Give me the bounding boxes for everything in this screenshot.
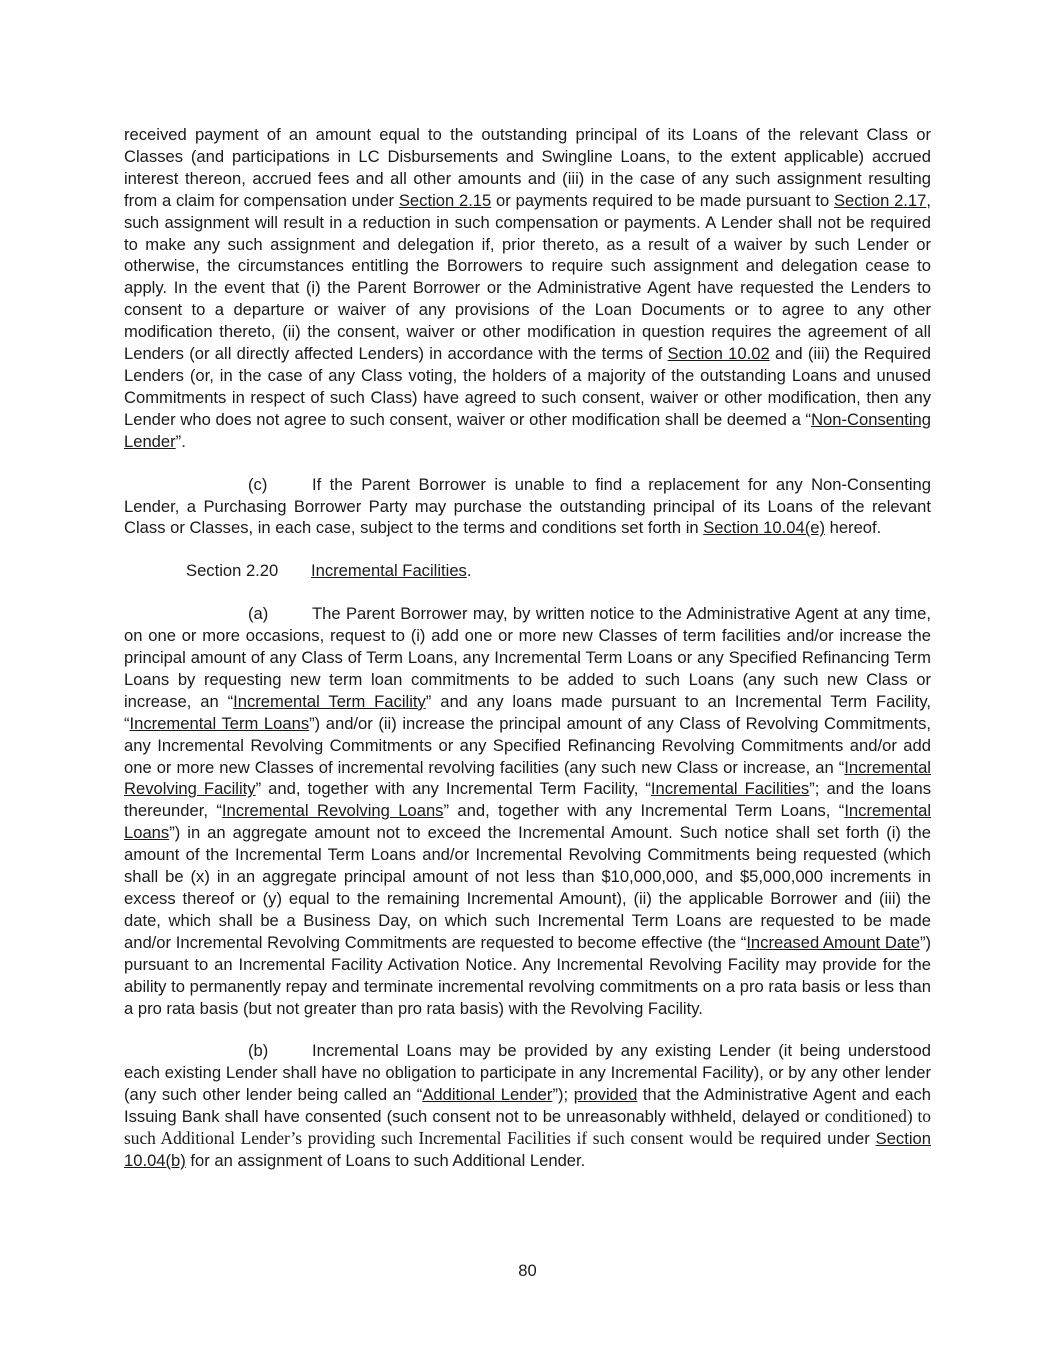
defined-term: Incremental Facilities	[650, 779, 810, 799]
defined-term: provided	[573, 1085, 638, 1105]
section-reference: Section 10.04(b)	[124, 1129, 931, 1170]
page-number: 80	[518, 1261, 537, 1280]
defined-term: Non-Consenting Lender	[124, 409, 931, 451]
section-reference: Section 10.02	[667, 344, 770, 364]
clause-label: (b)	[248, 1041, 269, 1061]
section-heading: Section 2.20 Incremental Facilities.	[186, 561, 472, 581]
clause-label: (a)	[248, 604, 269, 624]
section-number: Section 2.20	[186, 561, 279, 581]
defined-term: Incremental Revolving Loans	[221, 801, 444, 821]
defined-term: Incremental Term Facility	[233, 691, 426, 711]
defined-term: Increased Amount Date	[746, 932, 920, 952]
paragraph-a: (a) The Parent Borrower may, by written notice to the Administrative Agent at any time, on one or more occasions, request to (i) add one or more new Classes of term facilities and/or increase the principal amount of any Class of Term Loans, any Incremental Term Loans or any Specified Refinancing Term Loans by requesting new term loan commitments to be added to such Loans (any such new Class or increase, an “Incremental Term Facility” and any loans made pursuant to an Incremental Term Facility, “Incremental Term Loans”) and/or (ii) increase the principal amount of any Class of Revolving Commitments, any Incremental Revolving Commitments or any Specified Refinancing Revolving Commitments and/or add one or more new Classes of incremental revolving facilities (any such new Class or increase, an “Incremental Revolving Facility” and, together with any Incremental Term Facility, “Incremental Facilities”; and the loans thereunder, “Incremental Revolving Loans” and, together with any Incremental Term Loans, “Incremental Loans”) in an aggregate amount not to exceed the Incremental Amount. Such notice shall set forth (i) the amount of the Incremental Term Loans and/or Incremental Revolving Commitments being requested (which shall be (x) in an aggregate principal amount of not less than $10,000,000, and $5,000,000 increments in excess thereof or (y) equal to the remaining Incremental Amount), (ii) the applicable Borrower and (iii) the date, which shall be a Business Day, on which such Incremental Term Loans are requested to be made and/or Incremental Revolving Commitments are requested to become effective (the “Increased Amount Date”) pursuant to an Incremental Facility Activation Notice. Any Incremental Revolving Facility may provide for the ability to permanently repay and terminate incremental revolving commitments on a pro rata basis or less than a pro rata basis (but not greater than pro rata basis) with the Revolving Facility.	[124, 604, 932, 1018]
defined-term: Incremental Term Loans	[129, 713, 310, 733]
defined-term: Incremental Loans	[124, 801, 932, 843]
clause-label: (c)	[248, 474, 268, 494]
paragraph-continuation: received payment of an amount equal to the outstanding principal of its Loans of the relevant Class or Classes (and participations in LC Disbursements and Swingline Loans, to the extent applicable) accrued interest thereon, accrued fees and all other amounts and (iii) in the case of any such assignment resulting from a claim for compensation under Section 2.15 or payments required to be made pursuant to Section 2.17, such assignment will result in a reduction in such compensation or payments. A Lender shall not be required to make any such assignment and delegation if, prior thereto, as a result of a waiver by such Lender or otherwise, the circumstances entitling the Borrowers to require such assignment and delegation cease to apply. In the event that (i) the Parent Borrower or the Administrative Agent have requested the Lenders to consent to a departure or waiver of any provisions of the Loan Documents or to agree to any other modification thereto, (ii) the consent, waiver or other modification in question requires the agreement of all Lenders (or all directly affected Lenders) in accordance with the terms of Section 10.02 and (iii) the Required Lenders (or, in the case of any Class voting, the holders of a majority of the outstanding Loans and unused Commitments in respect of such Class) have agreed to such consent, waiver or other modification, then any Lender who does not agree to such consent, waiver or other modification shall be deemed a “Non-Consenting Lender”.	[124, 125, 932, 451]
section-reference: Section 10.04(e)	[703, 518, 825, 538]
paragraph-b: (b) Incremental Loans may be provided by any existing Lender (it being understood each existing Lender shall have no obligation to participate in any Incremental Facility), or by any other lender (any such other lender being called an “Additional Lender”); provided that the Administrative Agent and each Issuing Bank shall have consented (such consent not to be unreasonably withheld, delayed or conditioned) to such Additional Lender’s providing such Incremental Facilities if such consent would be required under Section 10.04(b) for an assignment of Loans to such Additional Lender.	[124, 1041, 931, 1170]
section-reference: Section 2.15	[398, 190, 492, 210]
paragraph-c: (c) If the Parent Borrower is unable to find a replacement for any Non-Consenting Lender, a Purchasing Borrower Party may purchase the outstanding principal of its Loans of the relevant Class or Classes, in each case, subject to the terms and conditions set forth in Section 10.04(e) hereof.	[124, 474, 931, 538]
section-reference: Section 2.17	[833, 190, 927, 210]
defined-term: Incremental Revolving Facility	[124, 757, 931, 799]
section-title: Incremental Facilities	[311, 561, 467, 581]
document-page	[124, 124, 931, 1172]
defined-term: Additional Lender	[422, 1085, 553, 1105]
